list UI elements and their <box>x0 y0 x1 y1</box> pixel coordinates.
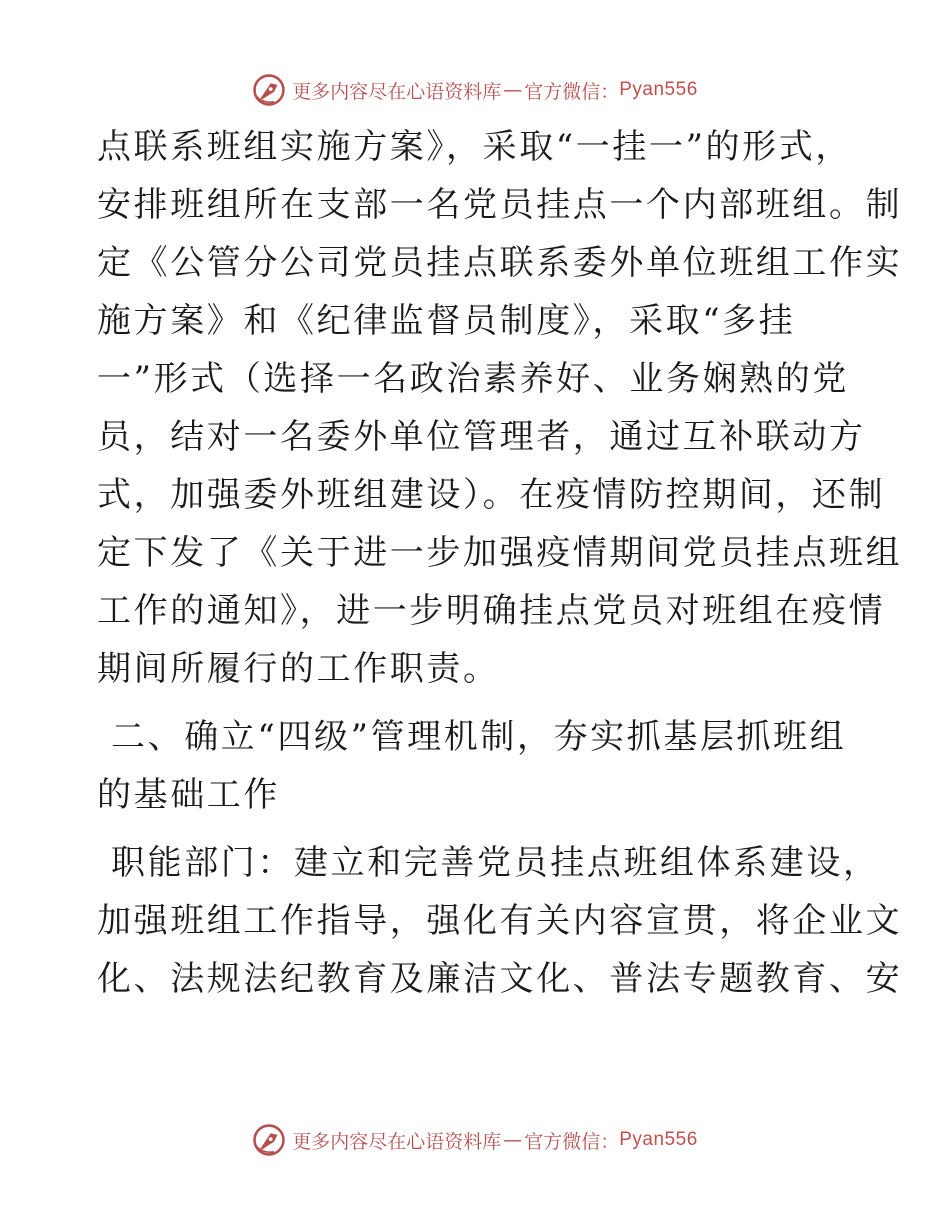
document-body <box>97 118 903 1008</box>
text-line: 职能部门：建立和完善党员挂点班组体系建设， <box>111 843 880 883</box>
paragraph-implementation-plan <box>97 118 903 698</box>
text-line: 点联系班组实施方案》，采取“一挂一”的形式， <box>97 127 852 167</box>
text-line: 期间所履行的工作职责。 <box>97 649 500 689</box>
separator-dash: — <box>503 1129 523 1151</box>
section-heading <box>97 708 857 824</box>
text-line: 式，加强委外班组建设）。在疫情防控期间，还制 <box>97 475 886 515</box>
pen-nib-logo-icon <box>252 73 286 107</box>
paragraph-gap <box>97 698 857 708</box>
text-line: 员，结对一名委外单位管理者，通过互补联动方 <box>97 417 866 457</box>
wechat-id: Pyan556 <box>619 1129 698 1150</box>
text-line: 定下发了《关于进一步加强疫情期间党员挂点班组 <box>97 533 903 573</box>
wechat-label: 官方微信： <box>524 80 620 103</box>
separator-dash: — <box>503 79 523 101</box>
wechat-id: Pyan556 <box>619 79 698 100</box>
text-line: 化、法规法纪教育及廉洁文化、普法专题教育、安 <box>97 959 903 999</box>
text-line: 一”形式（选择一名政治素养好、业务娴熟的党 <box>97 359 849 399</box>
text-line: 工作的通知》，进一步明确挂点党员对班组在疫情 <box>97 591 886 631</box>
paragraph-gap <box>97 824 857 834</box>
text-line: 加强班组工作指导，强化有关内容宣贯，将企业文 <box>97 901 903 941</box>
heading-line: 二、确立“四级”管理机制，夯实抓基层抓班组 <box>111 717 847 757</box>
text-line: 定《公管分公司党员挂点联系委外单位班组工作实 <box>97 243 903 283</box>
text-line: 安排班组所在支部一名党员挂点一个内部班组。制 <box>97 185 903 225</box>
footer-watermark-banner <box>0 1120 950 1160</box>
header-watermark-banner <box>0 70 950 110</box>
site-name-text: 更多内容尽在心语资料库 <box>292 80 502 103</box>
heading-line: 的基础工作 <box>97 775 280 815</box>
pen-nib-logo-icon <box>252 1123 286 1157</box>
wechat-label: 官方微信： <box>524 1130 620 1153</box>
text-line: 施方案》和《纪律监督员制度》，采取“多挂 <box>97 301 796 341</box>
site-name-text: 更多内容尽在心语资料库 <box>292 1130 502 1153</box>
paragraph-functional-departments <box>97 834 903 1008</box>
